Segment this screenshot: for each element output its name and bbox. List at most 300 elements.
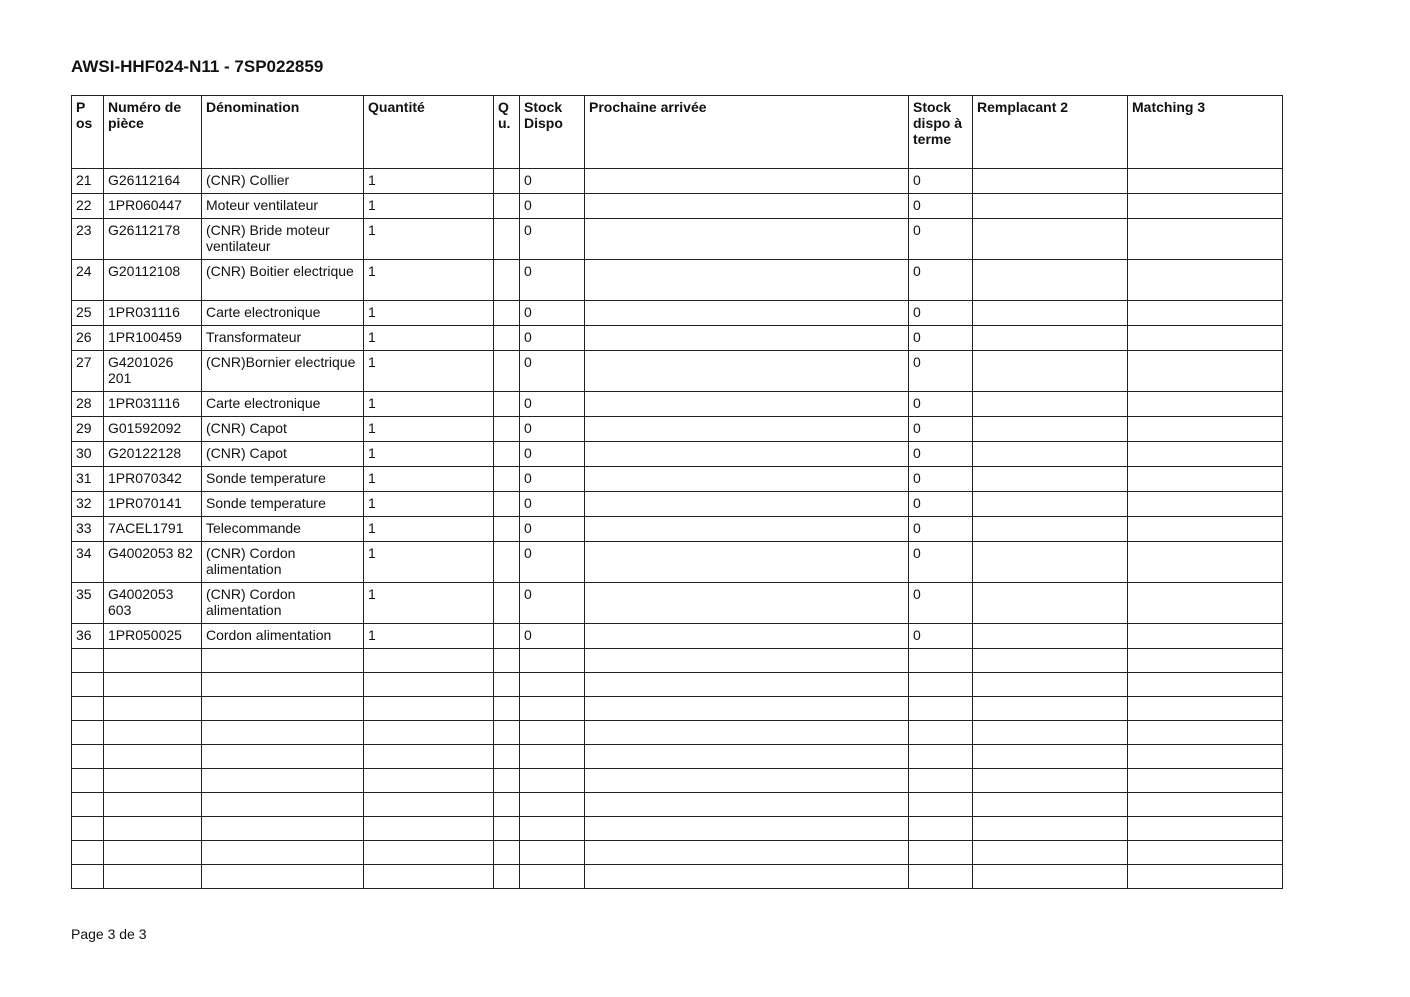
cell-qu xyxy=(494,673,520,697)
cell-quantity: 1 xyxy=(364,442,494,467)
cell-denomination: Transformateur xyxy=(202,326,364,351)
cell-remplacant xyxy=(973,326,1128,351)
cell-part-number xyxy=(104,697,202,721)
cell-denomination: (CNR) Cordon alimentation xyxy=(202,542,364,583)
table-row xyxy=(72,467,1283,492)
col-header-matching: Matching 3 xyxy=(1128,96,1283,169)
cell-qu xyxy=(494,194,520,219)
cell-stock-term xyxy=(909,649,973,673)
cell-qu xyxy=(494,721,520,745)
cell-remplacant xyxy=(973,649,1128,673)
cell-next-arrival xyxy=(585,583,909,624)
cell-stock-dispo xyxy=(520,769,585,793)
cell-quantity: 1 xyxy=(364,542,494,583)
cell-pos xyxy=(72,649,104,673)
cell-quantity: 1 xyxy=(364,260,494,301)
cell-remplacant xyxy=(973,219,1128,260)
table-row xyxy=(72,169,1283,194)
cell-qu xyxy=(494,442,520,467)
cell-stock-dispo xyxy=(520,817,585,841)
cell-qu xyxy=(494,392,520,417)
cell-stock-term: 0 xyxy=(909,492,973,517)
cell-part-number xyxy=(104,865,202,889)
cell-stock-term xyxy=(909,721,973,745)
cell-matching xyxy=(1128,467,1283,492)
cell-denomination: Cordon alimentation xyxy=(202,624,364,649)
cell-denomination: Carte electronique xyxy=(202,392,364,417)
cell-remplacant xyxy=(973,492,1128,517)
cell-part-number: 1PR031116 xyxy=(104,301,202,326)
cell-quantity: 1 xyxy=(364,583,494,624)
cell-remplacant xyxy=(973,517,1128,542)
cell-pos xyxy=(72,769,104,793)
cell-qu xyxy=(494,542,520,583)
cell-part-number xyxy=(104,841,202,865)
cell-pos xyxy=(72,841,104,865)
cell-part-number: G26112164 xyxy=(104,169,202,194)
cell-matching xyxy=(1128,169,1283,194)
cell-qu xyxy=(494,351,520,392)
cell-part-number: G4201026 201 xyxy=(104,351,202,392)
cell-stock-dispo: 0 xyxy=(520,542,585,583)
cell-matching xyxy=(1128,745,1283,769)
table-header-row xyxy=(72,96,1283,169)
cell-next-arrival xyxy=(585,542,909,583)
cell-stock-dispo: 0 xyxy=(520,219,585,260)
cell-matching xyxy=(1128,542,1283,583)
cell-next-arrival xyxy=(585,492,909,517)
cell-remplacant xyxy=(973,392,1128,417)
cell-part-number xyxy=(104,769,202,793)
cell-denomination: Moteur ventilateur xyxy=(202,194,364,219)
cell-stock-dispo xyxy=(520,721,585,745)
cell-pos xyxy=(72,865,104,889)
cell-stock-term xyxy=(909,817,973,841)
cell-stock-term: 0 xyxy=(909,392,973,417)
cell-matching xyxy=(1128,326,1283,351)
cell-remplacant xyxy=(973,793,1128,817)
cell-next-arrival xyxy=(585,841,909,865)
cell-next-arrival xyxy=(585,624,909,649)
table-row xyxy=(72,492,1283,517)
cell-matching xyxy=(1128,673,1283,697)
cell-stock-dispo: 0 xyxy=(520,392,585,417)
cell-qu xyxy=(494,260,520,301)
cell-qu xyxy=(494,745,520,769)
cell-next-arrival xyxy=(585,260,909,301)
cell-part-number: 1PR050025 xyxy=(104,624,202,649)
cell-matching xyxy=(1128,649,1283,673)
table-row xyxy=(72,583,1283,624)
cell-quantity: 1 xyxy=(364,492,494,517)
cell-remplacant xyxy=(973,624,1128,649)
cell-part-number xyxy=(104,817,202,841)
cell-stock-dispo: 0 xyxy=(520,260,585,301)
cell-denomination xyxy=(202,865,364,889)
cell-denomination xyxy=(202,745,364,769)
empty-table-row xyxy=(72,841,1283,865)
cell-matching xyxy=(1128,219,1283,260)
parts-table xyxy=(71,95,1283,889)
cell-stock-term: 0 xyxy=(909,326,973,351)
cell-next-arrival xyxy=(585,169,909,194)
cell-part-number xyxy=(104,793,202,817)
cell-matching xyxy=(1128,260,1283,301)
cell-matching xyxy=(1128,392,1283,417)
cell-denomination xyxy=(202,649,364,673)
cell-part-number: G4002053 603 xyxy=(104,583,202,624)
cell-stock-dispo: 0 xyxy=(520,169,585,194)
cell-next-arrival xyxy=(585,769,909,793)
cell-stock-dispo: 0 xyxy=(520,194,585,219)
cell-quantity: 1 xyxy=(364,417,494,442)
cell-stock-term: 0 xyxy=(909,351,973,392)
cell-remplacant xyxy=(973,417,1128,442)
cell-denomination: Telecommande xyxy=(202,517,364,542)
cell-quantity xyxy=(364,745,494,769)
cell-quantity xyxy=(364,649,494,673)
cell-matching xyxy=(1128,865,1283,889)
cell-quantity: 1 xyxy=(364,351,494,392)
cell-denomination xyxy=(202,841,364,865)
cell-pos: 26 xyxy=(72,326,104,351)
table-row xyxy=(72,260,1283,301)
cell-stock-dispo: 0 xyxy=(520,583,585,624)
cell-remplacant xyxy=(973,442,1128,467)
cell-pos xyxy=(72,697,104,721)
table-row xyxy=(72,417,1283,442)
cell-part-number: G20112108 xyxy=(104,260,202,301)
cell-next-arrival xyxy=(585,442,909,467)
cell-quantity xyxy=(364,673,494,697)
cell-qu xyxy=(494,219,520,260)
cell-denomination xyxy=(202,673,364,697)
cell-part-number: G01592092 xyxy=(104,417,202,442)
table-row xyxy=(72,351,1283,392)
cell-denomination: (CNR) Capot xyxy=(202,417,364,442)
cell-part-number: 7ACEL1791 xyxy=(104,517,202,542)
cell-pos: 34 xyxy=(72,542,104,583)
cell-part-number: G26112178 xyxy=(104,219,202,260)
cell-stock-term: 0 xyxy=(909,260,973,301)
cell-stock-term: 0 xyxy=(909,417,973,442)
cell-pos: 32 xyxy=(72,492,104,517)
cell-quantity: 1 xyxy=(364,392,494,417)
col-header-part-number: Numéro de pièce xyxy=(104,96,202,169)
cell-quantity: 1 xyxy=(364,194,494,219)
cell-qu xyxy=(494,649,520,673)
cell-remplacant xyxy=(973,583,1128,624)
cell-stock-term: 0 xyxy=(909,301,973,326)
empty-table-row xyxy=(72,697,1283,721)
cell-quantity: 1 xyxy=(364,219,494,260)
cell-stock-term: 0 xyxy=(909,542,973,583)
cell-matching xyxy=(1128,697,1283,721)
cell-pos: 21 xyxy=(72,169,104,194)
col-header-qu: Q u. xyxy=(494,96,520,169)
cell-next-arrival xyxy=(585,817,909,841)
cell-qu xyxy=(494,624,520,649)
table-row xyxy=(72,542,1283,583)
cell-stock-dispo: 0 xyxy=(520,326,585,351)
cell-denomination xyxy=(202,793,364,817)
cell-qu xyxy=(494,492,520,517)
cell-next-arrival xyxy=(585,721,909,745)
cell-part-number xyxy=(104,721,202,745)
cell-stock-term: 0 xyxy=(909,624,973,649)
cell-denomination: Sonde temperature xyxy=(202,492,364,517)
cell-pos: 22 xyxy=(72,194,104,219)
cell-qu xyxy=(494,817,520,841)
cell-pos: 27 xyxy=(72,351,104,392)
cell-denomination: (CNR)Bornier electrique xyxy=(202,351,364,392)
cell-stock-dispo: 0 xyxy=(520,492,585,517)
cell-pos: 23 xyxy=(72,219,104,260)
cell-remplacant xyxy=(973,260,1128,301)
cell-pos: 31 xyxy=(72,467,104,492)
cell-next-arrival xyxy=(585,417,909,442)
cell-stock-dispo: 0 xyxy=(520,417,585,442)
col-header-quantity: Quantité xyxy=(364,96,494,169)
cell-stock-term xyxy=(909,673,973,697)
cell-next-arrival xyxy=(585,219,909,260)
empty-table-row xyxy=(72,745,1283,769)
empty-table-row xyxy=(72,793,1283,817)
cell-matching xyxy=(1128,624,1283,649)
cell-denomination xyxy=(202,697,364,721)
cell-denomination: (CNR) Collier xyxy=(202,169,364,194)
cell-quantity: 1 xyxy=(364,517,494,542)
cell-stock-term xyxy=(909,769,973,793)
cell-quantity: 1 xyxy=(364,301,494,326)
cell-next-arrival xyxy=(585,326,909,351)
cell-matching xyxy=(1128,442,1283,467)
cell-qu xyxy=(494,517,520,542)
table-row xyxy=(72,194,1283,219)
cell-quantity: 1 xyxy=(364,624,494,649)
cell-remplacant xyxy=(973,721,1128,745)
cell-quantity xyxy=(364,817,494,841)
cell-qu xyxy=(494,467,520,492)
cell-quantity: 1 xyxy=(364,326,494,351)
cell-stock-term xyxy=(909,865,973,889)
cell-pos: 25 xyxy=(72,301,104,326)
parts-table-body xyxy=(72,169,1283,889)
cell-qu xyxy=(494,841,520,865)
cell-next-arrival xyxy=(585,793,909,817)
cell-stock-dispo xyxy=(520,673,585,697)
cell-part-number xyxy=(104,673,202,697)
cell-stock-term xyxy=(909,841,973,865)
cell-matching xyxy=(1128,301,1283,326)
cell-qu xyxy=(494,793,520,817)
cell-stock-dispo xyxy=(520,697,585,721)
table-row xyxy=(72,219,1283,260)
cell-qu xyxy=(494,865,520,889)
empty-table-row xyxy=(72,721,1283,745)
cell-matching xyxy=(1128,793,1283,817)
cell-quantity: 1 xyxy=(364,467,494,492)
cell-quantity xyxy=(364,793,494,817)
cell-denomination: (CNR) Boitier electrique xyxy=(202,260,364,301)
cell-matching xyxy=(1128,769,1283,793)
cell-part-number: 1PR070141 xyxy=(104,492,202,517)
cell-quantity xyxy=(364,769,494,793)
cell-matching xyxy=(1128,517,1283,542)
cell-pos: 24 xyxy=(72,260,104,301)
cell-part-number xyxy=(104,649,202,673)
cell-matching xyxy=(1128,492,1283,517)
cell-pos xyxy=(72,673,104,697)
cell-denomination: (CNR) Capot xyxy=(202,442,364,467)
cell-matching xyxy=(1128,721,1283,745)
col-header-stock-dispo-a-terme: Stock dispo à terme xyxy=(909,96,973,169)
cell-pos xyxy=(72,721,104,745)
cell-quantity xyxy=(364,697,494,721)
cell-matching xyxy=(1128,351,1283,392)
cell-matching xyxy=(1128,417,1283,442)
cell-remplacant xyxy=(973,745,1128,769)
cell-next-arrival xyxy=(585,745,909,769)
cell-stock-dispo: 0 xyxy=(520,442,585,467)
cell-matching xyxy=(1128,841,1283,865)
cell-stock-dispo: 0 xyxy=(520,517,585,542)
cell-stock-dispo xyxy=(520,865,585,889)
cell-stock-dispo xyxy=(520,793,585,817)
cell-remplacant xyxy=(973,841,1128,865)
cell-remplacant xyxy=(973,351,1128,392)
cell-qu xyxy=(494,169,520,194)
cell-matching xyxy=(1128,583,1283,624)
table-row xyxy=(72,442,1283,467)
cell-quantity: 1 xyxy=(364,169,494,194)
cell-stock-dispo xyxy=(520,745,585,769)
cell-next-arrival xyxy=(585,649,909,673)
cell-qu xyxy=(494,583,520,624)
cell-matching xyxy=(1128,194,1283,219)
cell-next-arrival xyxy=(585,351,909,392)
cell-part-number: 1PR070342 xyxy=(104,467,202,492)
cell-stock-term xyxy=(909,745,973,769)
cell-part-number: 1PR031116 xyxy=(104,392,202,417)
cell-next-arrival xyxy=(585,301,909,326)
cell-part-number: G4002053 82 xyxy=(104,542,202,583)
page-footer: Page 3 de 3 xyxy=(71,926,147,942)
cell-denomination: Carte electronique xyxy=(202,301,364,326)
cell-remplacant xyxy=(973,301,1128,326)
cell-remplacant xyxy=(973,194,1128,219)
cell-pos xyxy=(72,793,104,817)
empty-table-row xyxy=(72,673,1283,697)
cell-remplacant xyxy=(973,542,1128,583)
cell-quantity xyxy=(364,721,494,745)
empty-table-row xyxy=(72,817,1283,841)
cell-denomination xyxy=(202,769,364,793)
cell-remplacant xyxy=(973,817,1128,841)
cell-pos xyxy=(72,745,104,769)
cell-qu xyxy=(494,326,520,351)
cell-stock-dispo: 0 xyxy=(520,467,585,492)
cell-denomination: Sonde temperature xyxy=(202,467,364,492)
cell-stock-dispo: 0 xyxy=(520,624,585,649)
cell-denomination: (CNR) Bride moteur ventilateur xyxy=(202,219,364,260)
cell-qu xyxy=(494,417,520,442)
cell-part-number: 1PR060447 xyxy=(104,194,202,219)
cell-next-arrival xyxy=(585,865,909,889)
cell-remplacant xyxy=(973,467,1128,492)
cell-stock-dispo xyxy=(520,841,585,865)
cell-remplacant xyxy=(973,673,1128,697)
cell-qu xyxy=(494,301,520,326)
cell-remplacant xyxy=(973,865,1128,889)
cell-next-arrival xyxy=(585,673,909,697)
cell-pos xyxy=(72,817,104,841)
cell-pos: 35 xyxy=(72,583,104,624)
cell-part-number: G20122128 xyxy=(104,442,202,467)
col-header-stock-dispo: Stock Dispo xyxy=(520,96,585,169)
cell-stock-dispo xyxy=(520,649,585,673)
cell-remplacant xyxy=(973,697,1128,721)
cell-next-arrival xyxy=(585,517,909,542)
table-row xyxy=(72,301,1283,326)
cell-stock-term: 0 xyxy=(909,467,973,492)
cell-stock-term: 0 xyxy=(909,219,973,260)
cell-next-arrival xyxy=(585,467,909,492)
cell-matching xyxy=(1128,817,1283,841)
cell-stock-term xyxy=(909,793,973,817)
cell-pos: 33 xyxy=(72,517,104,542)
cell-quantity xyxy=(364,841,494,865)
document-title: AWSI-HHF024-N11 - 7SP022859 xyxy=(71,57,324,76)
cell-stock-term: 0 xyxy=(909,517,973,542)
table-row xyxy=(72,624,1283,649)
cell-pos: 29 xyxy=(72,417,104,442)
cell-denomination xyxy=(202,817,364,841)
cell-denomination: (CNR) Cordon alimentation xyxy=(202,583,364,624)
cell-pos: 30 xyxy=(72,442,104,467)
cell-quantity xyxy=(364,865,494,889)
cell-pos: 28 xyxy=(72,392,104,417)
cell-denomination xyxy=(202,721,364,745)
table-row xyxy=(72,326,1283,351)
cell-stock-dispo: 0 xyxy=(520,351,585,392)
col-header-denomination: Dénomination xyxy=(202,96,364,169)
empty-table-row xyxy=(72,769,1283,793)
cell-stock-term: 0 xyxy=(909,194,973,219)
col-header-remplacant: Remplacant 2 xyxy=(973,96,1128,169)
cell-qu xyxy=(494,769,520,793)
cell-next-arrival xyxy=(585,194,909,219)
table-row xyxy=(72,392,1283,417)
cell-stock-term: 0 xyxy=(909,169,973,194)
cell-remplacant xyxy=(973,769,1128,793)
col-header-next-arrival: Prochaine arrivée xyxy=(585,96,909,169)
cell-next-arrival xyxy=(585,392,909,417)
cell-qu xyxy=(494,697,520,721)
cell-part-number: 1PR100459 xyxy=(104,326,202,351)
empty-table-row xyxy=(72,649,1283,673)
cell-stock-term: 0 xyxy=(909,442,973,467)
empty-table-row xyxy=(72,865,1283,889)
cell-stock-term xyxy=(909,697,973,721)
col-header-pos: P os xyxy=(72,96,104,169)
cell-part-number xyxy=(104,745,202,769)
cell-pos: 36 xyxy=(72,624,104,649)
cell-remplacant xyxy=(973,169,1128,194)
cell-stock-dispo: 0 xyxy=(520,301,585,326)
table-row xyxy=(72,517,1283,542)
cell-next-arrival xyxy=(585,697,909,721)
